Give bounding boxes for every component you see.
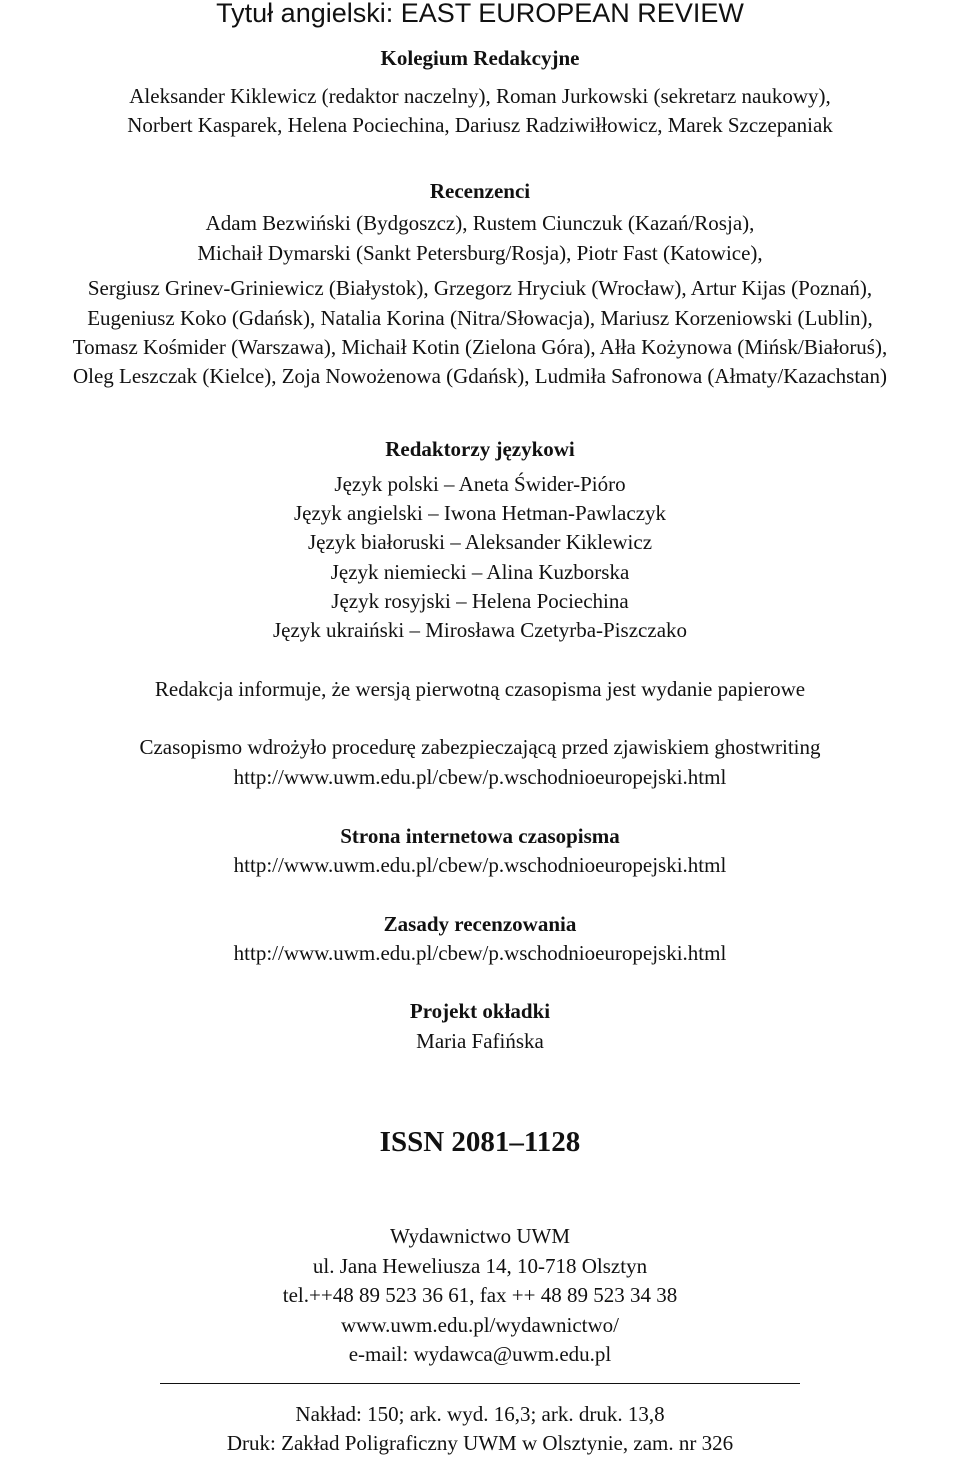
review-rules-heading: Zasady recenzowania [383, 912, 577, 936]
website-url: http://www.uwm.edu.pl/cbew/p.wschodnioeuropejski.html [233, 853, 727, 877]
reviewers-line: Tomasz Kośmider (Warszawa), Michaił Kotin (Zielona Góra), Ałła Kożynowa (Mińsk/Białoruś), [72, 335, 888, 359]
language-editor-line: Język rosyjski – Helena Pociechina [331, 589, 629, 613]
reviewers-heading: Recenzenci [429, 179, 531, 203]
ghostwriting-notice: Czasopismo wdrożyło procedurę zabezpieczającą przed zjawiskiem ghostwriting [139, 735, 821, 759]
cover-designer: Maria Fafińska [416, 1029, 544, 1053]
divider [160, 1383, 800, 1384]
website-heading: Strona internetowa czasopisma [340, 824, 620, 848]
reviewers-line: Eugeniusz Koko (Gdańsk), Natalia Korina (Nitra/Słowacja), Mariusz Korzeniowski (Lublin), [87, 306, 873, 330]
reviewers-line: Adam Bezwiński (Bydgoszcz), Rustem Ciunczuk (Kazań/Rosja), [205, 211, 755, 235]
print-run-info: Nakład: 150; ark. wyd. 16,3; ark. druk. 13,8 [295, 1402, 665, 1426]
reviewers-line: Oleg Leszczak (Kielce), Zoja Nowożenowa (Gdańsk), Ludmiła Safronowa (Ałmaty/Kazachstan) [72, 364, 887, 388]
editorial-board-heading: Kolegium Redakcyjne [380, 46, 580, 70]
issn: ISSN 2081–1128 [379, 1126, 581, 1158]
editorial-board-line: Norbert Kasparek, Helena Pociechina, Dariusz Radziwiłłowicz, Marek Szczepaniak [127, 113, 833, 137]
publisher-address: ul. Jana Heweliusza 14, 10-718 Olsztyn [312, 1254, 648, 1278]
page-title: Tytuł angielski: EAST EUROPEAN REVIEW [216, 0, 744, 28]
publisher-website: www.uwm.edu.pl/wydawnictwo/ [340, 1313, 619, 1337]
language-editor-line: Język białoruski – Aleksander Kiklewicz [307, 530, 653, 554]
language-editor-line: Język polski – Aneta Świder-Pióro [334, 472, 626, 496]
paper-version-notice: Redakcja informuje, że wersją pierwotną czasopisma jest wydanie papierowe [154, 677, 806, 701]
reviewers-line: Michaił Dymarski (Sankt Petersburg/Rosja), Piotr Fast (Katowice), [197, 241, 763, 265]
publisher-phone: tel.++48 89 523 36 61, fax ++ 48 89 523 34 38 [282, 1283, 678, 1307]
reviewers-line: Sergiusz Grinev-Griniewicz (Białystok), Grzegorz Hryciuk (Wrocław), Artur Kijas (Poznań), [87, 276, 873, 300]
cover-design-heading: Projekt okładki [409, 999, 551, 1023]
language-editors-heading: Redaktorzy językowi [385, 437, 575, 461]
printer-info: Druk: Zakład Poligraficzny UWM w Olsztynie, zam. nr 326 [226, 1431, 734, 1455]
publisher-name: Wydawnictwo UWM [389, 1224, 571, 1248]
language-editor-line: Język niemiecki – Alina Kuzborska [330, 560, 630, 584]
ghostwriting-url: http://www.uwm.edu.pl/cbew/p.wschodnioeuropejski.html [233, 765, 727, 789]
review-rules-url: http://www.uwm.edu.pl/cbew/p.wschodnioeuropejski.html [233, 941, 727, 965]
publisher-email: e-mail: wydawca@uwm.edu.pl [348, 1342, 612, 1366]
language-editor-line: Język ukraiński – Mirosława Czetyrba-Piszczako [272, 618, 688, 642]
editorial-board-line: Aleksander Kiklewicz (redaktor naczelny), Roman Jurkowski (sekretarz naukowy), [129, 84, 831, 108]
language-editor-line: Język angielski – Iwona Hetman-Pawlaczyk [293, 501, 667, 525]
